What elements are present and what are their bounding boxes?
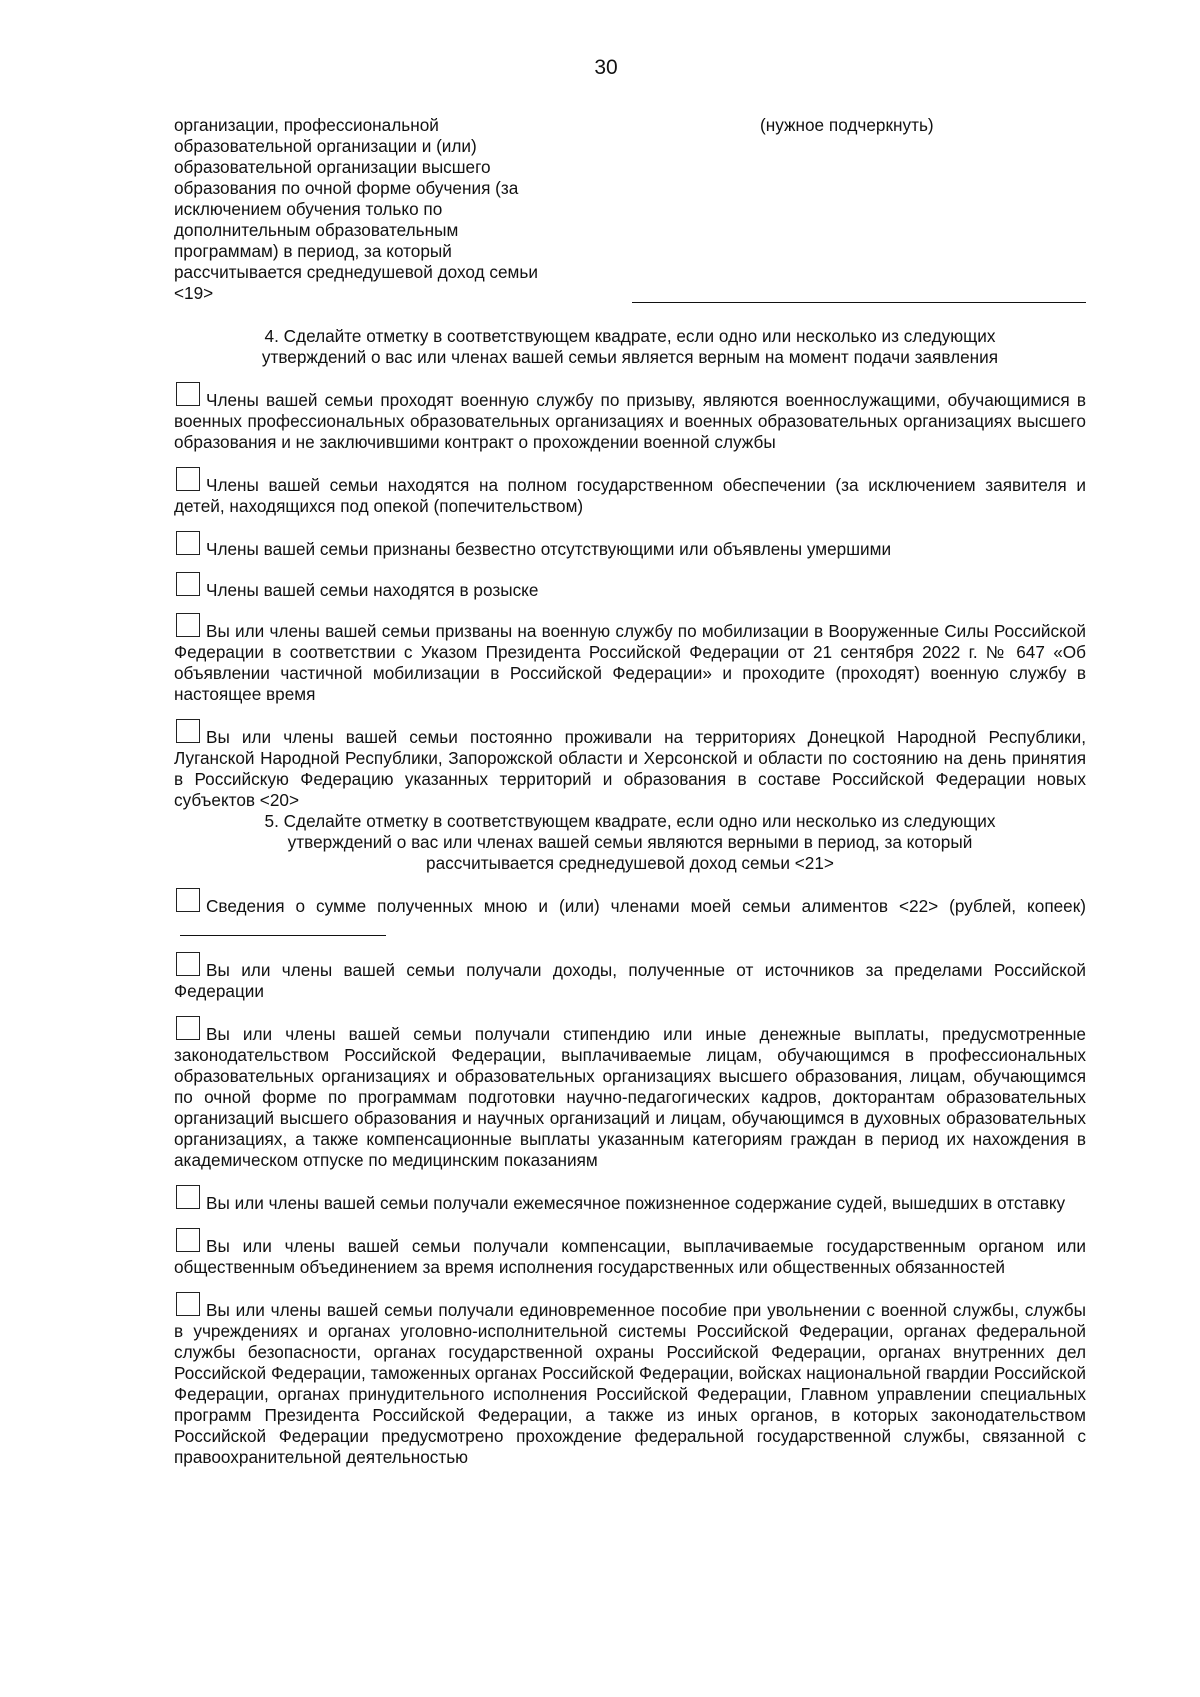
section-4-item — [174, 572, 1086, 601]
section-5-item — [174, 1016, 1086, 1171]
section-5-item — [174, 952, 1086, 1002]
answer-line[interactable] — [632, 302, 1086, 303]
item-text: Члены вашей семьи находятся в розыске — [206, 580, 539, 600]
item-text: Сведения о сумме полученных мною и (или) членами моей семьи алиментов <22> (рублей, копеек) — [206, 896, 1086, 916]
section-4-item — [174, 467, 1086, 517]
heading-line: утверждений о вас или членах вашей семьи является верным на момент подачи заявления — [261, 347, 999, 367]
checkbox[interactable] — [176, 719, 200, 743]
item-text: Члены вашей семьи проходят военную службу по призыву, являются военнослужащими, обучающимися в военных профессиональных образовательных организациях и военных образовательных организациях высшего образования и не заключившими контракт о прохождении военной службы — [174, 390, 1086, 452]
heading-line: утверждений о вас или членах вашей семьи являются верными в период, за который — [287, 832, 973, 852]
text-line: организации, профессиональной — [174, 115, 439, 135]
section-5-item — [174, 1228, 1086, 1278]
checkbox[interactable] — [176, 952, 200, 976]
form-body — [174, 326, 1086, 1468]
section-5-heading — [174, 811, 1086, 874]
section-4-item — [174, 613, 1086, 705]
text-line: дополнительным образовательным — [174, 220, 459, 240]
heading-line: 5. Сделайте отметку в соответствующем квадрате, если одно или несколько из следующих — [264, 811, 996, 831]
page-number: 30 — [594, 56, 618, 79]
checkbox[interactable] — [176, 382, 200, 406]
checkbox[interactable] — [176, 1016, 200, 1040]
item-text: Члены вашей семьи признаны безвестно отсутствующими или объявлены умершими — [206, 539, 892, 559]
item-text: Вы или члены вашей семьи получали единовременное пособие при увольнении с военной службы, службы в учреждениях и органах уголовно-исполнительной системы Российской Федерации, органах федеральной службы безопасности, органах государственной охраны Российской Федерации, органах внутренних дел Российской Федерации, таможенных органах Российской Федерации, войсках национальной гвардии Российской Федерации, органах принудительного исполнения Российской Федерации, Главном управлении специальных программ Президента Российской Федерации, а также из иных органов, в которых законодательством Российской Федерации предусмотрено прохождение федеральной государственной службы, связанной с правоохранительной деятельностью — [174, 1300, 1086, 1467]
item-text: Вы или члены вашей семьи получали ежемесячное пожизненное содержание судей, вышедших в отставку — [206, 1193, 1066, 1213]
checkbox[interactable] — [176, 531, 200, 555]
text-line: образовательной организации высшего — [174, 157, 491, 177]
checkbox[interactable] — [176, 1185, 200, 1209]
item-text: Вы или члены вашей семьи получали компенсации, выплачиваемые государственным органом или общественным объединением за время исполнения государственных или общественных обязанностей — [174, 1236, 1086, 1277]
section-4-item — [174, 719, 1086, 811]
text-line: рассчитывается среднедушевой доход семьи — [174, 262, 538, 282]
section-5-item — [174, 1185, 1086, 1214]
section-4-heading — [174, 326, 1086, 368]
underline-note: (нужное подчеркнуть) — [760, 115, 934, 135]
section-5-item — [174, 888, 1086, 938]
amount-input-line[interactable] — [180, 935, 386, 936]
item-text: Вы или члены вашей семьи постоянно проживали на территориях Донецкой Народной Республики, Луганской Народной Республики, Запорожской области и Херсонской и области по состоянию на день принятия в Российскую Федерацию указанных территорий и образования в составе Российской Федерации новых субъектов <20> — [174, 727, 1086, 810]
heading-line: рассчитывается среднедушевой доход семьи <21> — [426, 853, 834, 873]
checkbox[interactable] — [176, 572, 200, 596]
heading-line: 4. Сделайте отметку в соответствующем квадрате, если одно или несколько из следующих — [264, 326, 996, 346]
item-text: Члены вашей семьи находятся на полном государственном обеспечении (за исключением заявителя и детей, находящихся под опекой (попечительством) — [174, 475, 1086, 516]
item-text: Вы или члены вашей семьи получали доходы, полученные от источников за пределами Российской Федерации — [174, 960, 1086, 1001]
section-5-item — [174, 1292, 1086, 1468]
checkbox[interactable] — [176, 888, 200, 912]
item-text: Вы или члены вашей семьи получали стипендию или иные денежные выплаты, предусмотренные законодательством Российской Федерации, выплачиваемые лицам, обучающимся в профессиональных образовательных организациях и образовательных организациях высшего образования, лицам, обучающимся по очной форме по программам подготовки научно-педагогических кадров, докторантам образовательных организаций высшего образования и научных организаций и лицам, обучающимся в духовных образовательных организациях, а также компенсационные выплаты указанным категориям граждан в период их нахождения в академическом отпуске по медицинским показаниям — [174, 1024, 1086, 1170]
section-4-item — [174, 382, 1086, 453]
section-4-item — [174, 531, 1086, 560]
top-left-text — [174, 115, 594, 304]
text-line: <19> — [174, 283, 214, 303]
text-line: исключением обучения только по — [174, 199, 443, 219]
text-line: образования по очной форме обучения (за — [174, 178, 519, 198]
text-line: образовательной организации и (или) — [174, 136, 477, 156]
item-text: Вы или члены вашей семьи призваны на военную службу по мобилизации в Вооруженные Силы Российской Федерации в соответствии с Указом Президента Российской Федерации от 21 сентября 2022 г. № 647 «Об объявлении частичной мобилизации в Российской Федерации» и проходите (проходят) военную службу в настоящее время — [174, 621, 1086, 704]
checkbox[interactable] — [176, 613, 200, 637]
checkbox[interactable] — [176, 467, 200, 491]
checkbox[interactable] — [176, 1292, 200, 1316]
checkbox[interactable] — [176, 1228, 200, 1252]
text-line: программам) в период, за который — [174, 241, 452, 261]
